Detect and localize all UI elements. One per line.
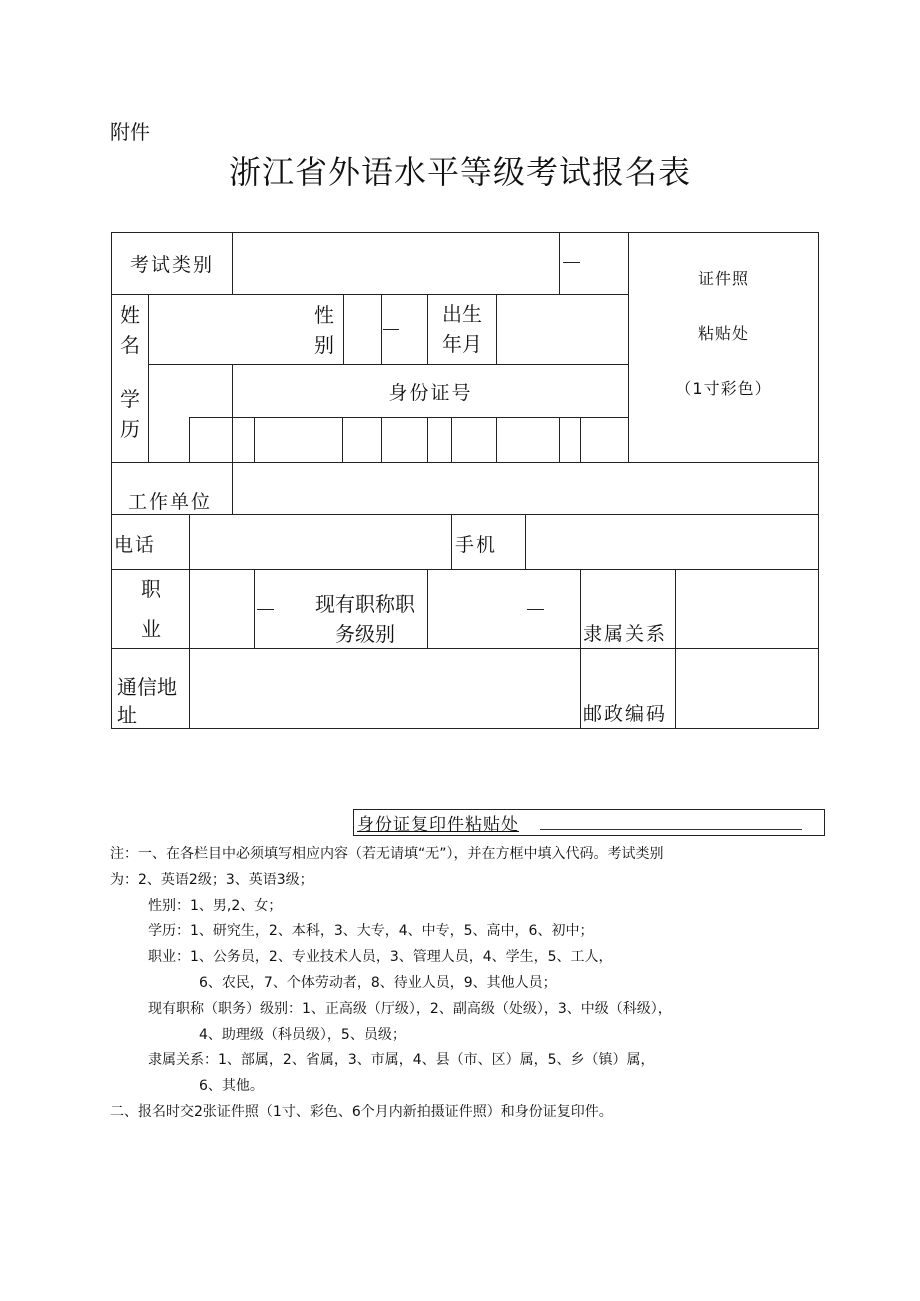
name-label: 姓名: [120, 302, 140, 357]
note-line: 学历：1、研究生，2、本科，3、大专，4、中专，5、高中，6、初中；: [148, 923, 594, 940]
id-number-label: 身份证号: [388, 381, 473, 404]
dash-mark: [527, 609, 544, 610]
note-line: 4、助理级（科员级），5、员级；: [199, 1026, 406, 1043]
id-copy-label: 身份证复印件粘贴处: [357, 815, 519, 835]
dash-mark: [257, 609, 274, 610]
education-label: 学历: [120, 386, 140, 441]
dash-mark: [563, 262, 580, 263]
note-line: 为：2、英语2级；3、英语3级；: [110, 871, 314, 888]
id-copy-underline: [540, 829, 802, 830]
postcode-label: 邮政编码: [583, 703, 668, 725]
page-title: 浙江省外语水平等级考试报名表: [228, 153, 691, 191]
dash-mark: [383, 329, 399, 330]
photo-label-line1: 证件照: [697, 268, 749, 288]
note-line: 二、报名时交2张证件照（1寸、彩色、6个月内新拍摄证件照）和身份证复印件。: [110, 1103, 613, 1120]
exam-type-label: 考试类别: [129, 254, 214, 276]
note-line: 现有职称（职务）级别：1、正高级（厅级），2、副高级（处级），3、中级（科级），: [148, 1000, 672, 1017]
title-rank-label: 现有职称职务级别: [315, 592, 415, 646]
note-line: 隶属关系：1、部属，2、省属，3、市属，4、县（市、区）属，5、乡（镇）属，: [148, 1052, 655, 1069]
gender-label: 性别: [314, 303, 334, 357]
employer-label: 工作单位: [128, 491, 213, 513]
note-line: 6、农民，7、个体劳动者，8、待业人员，9、其他人员；: [199, 974, 557, 991]
note-line: 性别：1、男,2、女；: [148, 897, 283, 914]
note-line: 注：一、在各栏目中必须填写相应内容（若无请填“无”），并在方框中填入代码。考试类别: [110, 846, 664, 862]
phone-label: 电话: [114, 534, 157, 556]
note-line: 6、其他。: [199, 1078, 264, 1095]
address-label: 通信地址: [117, 675, 177, 727]
note-line: 职业：1、公务员，2、专业技术人员，3、管理人员，4、学生，5、工人，: [148, 949, 613, 966]
affiliation-label: 隶属关系: [583, 623, 668, 645]
photo-label-line2: 粘贴处: [697, 323, 749, 343]
birth-date-label: 出生年月: [442, 302, 482, 356]
notes-section: [110, 842, 826, 1126]
attachment-label: 附件: [110, 120, 150, 144]
occupation-label: 职业: [141, 577, 161, 641]
photo-label-line3: （1寸彩色）: [675, 378, 772, 398]
mobile-label: 手机: [455, 534, 498, 556]
